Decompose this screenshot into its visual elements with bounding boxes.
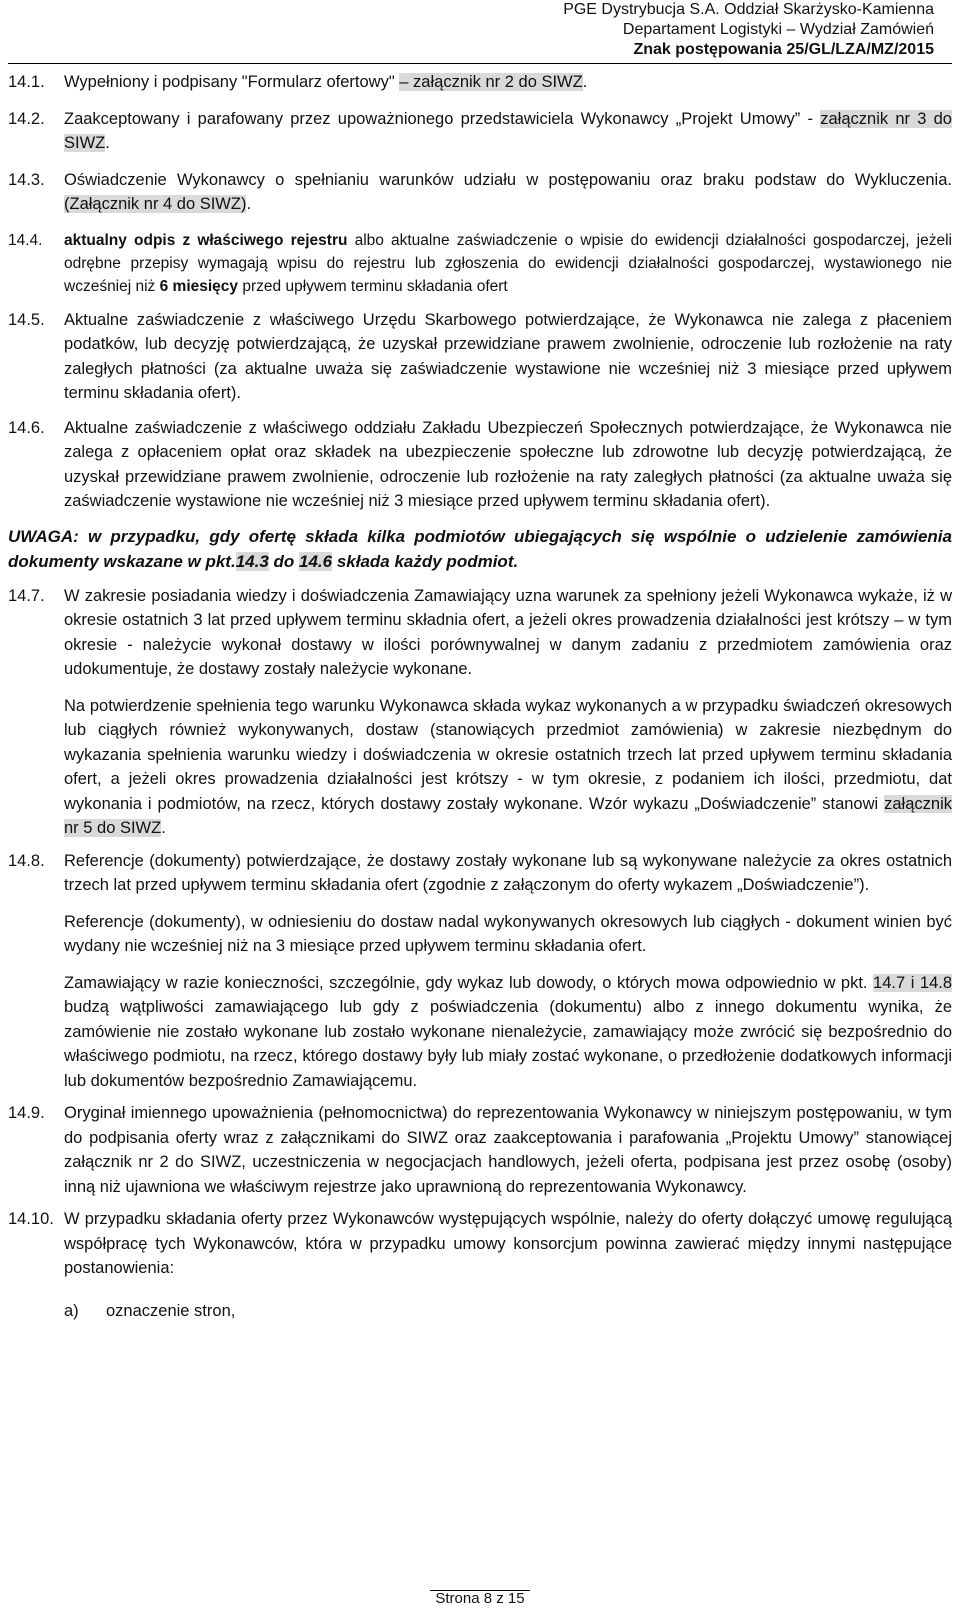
text-run: albo aktualne zaświadczenie o wpisie do ewidencji działalności gospodarczej, jeżeli odrębne przepisy wymagają wpisu do rejestru lub zgłoszenia do ewidencji działalności gospodarczej, wystawionego nie wcześniej niż: [64, 231, 952, 295]
item-text: [64, 70, 952, 95]
item-text: W przypadku składania oferty przez Wykonawców występujących wspólnie, należy do oferty dołączyć umowę regulującą współpracę tych Wykonawców, która w przypadku umowy konsorcjum powinna zawierać między innymi następujące postanowienia:: [64, 1210, 952, 1277]
item-number: 14.10.: [8, 1210, 54, 1228]
text-run: Zamawiający w razie konieczności, szczególnie, gdy wykaz lub dowody, o których mowa odpowiednio w pkt.: [64, 973, 874, 992]
page-header: [563, 0, 934, 60]
item-14-9: [8, 1101, 952, 1199]
item-14-8-paragraph-3: [64, 971, 952, 1094]
text-run: Oświadczenie Wykonawcy o spełnianiu warunków udziału w postępowaniu oraz braku podstaw do Wykluczenia.: [64, 170, 952, 189]
item-ref: 14.3: [235, 551, 269, 571]
item-14-1: [8, 70, 952, 95]
item-number: 14.8.: [8, 851, 45, 870]
text-run: .: [582, 73, 588, 91]
text-run: Wypełniony i podpisany "Formularz ofertowy": [64, 73, 400, 91]
text-run: .: [161, 819, 166, 837]
item-number: 14.7.: [8, 586, 45, 605]
item-number: 14.3.: [8, 170, 45, 189]
header-department: Departament Logistyki – Wydział Zamówień: [622, 21, 934, 38]
text-run: Na potwierdzenie spełnienia tego warunku Wykonawca składa wykaz wykonanych a w przypadku świadczeń okresowych lub ciągłych również wykonywanych, dostaw (stanowiących przedmiot zamówienia) w zakresie niezbędnym do wykazania spełnienia warunku wiedzy i doświadczenia w okresie ostatnich trzech lat przed upływem terminu składania ofert, a jeżeli okres prowadzenia działalności jest krótszy - w tym okresie, z podaniem ich ilości, przedmiotu, dat wykonania i podmiotów, na rzecz, których dostawy zostały wykonane. Wzór wykazu „Doświadczenie” stanowi: [64, 696, 952, 813]
sub-item-text: oznaczenie stron,: [106, 1301, 236, 1320]
attachment-ref: – załącznik nr 2 do SIWZ: [399, 73, 583, 91]
text-run: .: [105, 134, 110, 152]
item-text: [64, 168, 952, 217]
text-run: .: [246, 195, 252, 213]
item-number: 14.1.: [8, 73, 45, 91]
text-bold: aktualny odpis z właściwego rejestru: [64, 231, 348, 249]
item-number: 14.5.: [8, 310, 45, 329]
item-text: W zakresie posiadania wiedzy i doświadczenia Zamawiający uzna warunek za spełniony jeżeli Wykonawca wykaże, iż w okresie ostatnich 3 lat przed upływem terminu składnia ofert, a jeżeli okres prowadzenia działalności jest krótszy – w tym okresie - należycie wykonał dostawy w ilości porównywalnej w danym zadaniu z przedmiotem zamówienia oraz udokumentuje, że dostawy zostały należycie wykonane.: [64, 586, 952, 678]
text-run: UWAGA: w przypadku, gdy ofertę składa kilka podmiotów ubiegających się wspólnie o udzielenie zamówienia dokumenty wskazane w pkt.: [8, 526, 952, 571]
header-case-number: Znak postępowania 25/GL/LZA/MZ/2015: [633, 41, 934, 58]
header-rule: [8, 63, 952, 64]
text-run: składa każdy podmiot.: [332, 551, 519, 571]
item-text: Oryginał imiennego upoważnienia (pełnomocnictwa) do reprezentowania Wykonawcy w niniejszym postępowaniu, w tym do podpisania oferty wraz z załącznikami do SIWZ oraz zaakceptowania i parafowania „Projektu Umowy” stanowiącej załącznik nr 2 do SIWZ, uczestniczenia w negocjacjach handlowych, jeżeli oferta, podpisana jest przez osobę (osoby) inną niż ujawniona we właściwym rejestrze jako uprawnioną do reprezentowania Wykonawcy.: [64, 1104, 952, 1196]
document-body: [8, 70, 952, 1323]
item-number: 14.9.: [8, 1104, 45, 1122]
note-uwaga: [8, 524, 952, 574]
item-14-4: [8, 229, 952, 298]
item-14-7: [8, 584, 952, 682]
attachment-ref: załącznik nr 3 do SIWZ: [64, 109, 952, 152]
item-ref: 14.6: [299, 551, 333, 571]
item-14-2: [8, 107, 952, 156]
text-run: Zaakceptowany i parafowany przez upoważnionego przedstawiciela Wykonawcy „Projekt Umowy” -: [64, 109, 821, 128]
item-number: 14.6.: [8, 418, 45, 437]
attachment-ref: załącznik nr 5 do SIWZ: [64, 794, 952, 837]
item-text: Referencje (dokumenty) potwierdzające, że dostawy zostały wykonane lub są wykonywane należycie za okres ostatnich trzech lat przed upływem terminu składania ofert (zgodnie z załączonym do oferty wykazem „Doświadczenie”).: [64, 851, 952, 894]
item-14-3: [8, 168, 952, 217]
text-run: budzą wątpliwości zamawiającego lub gdy z poświadczenia (dokumentu) albo z innego dokumentu wynika, że zamówienie nie zostało wykonane lub zostało wykonane nienależycie, zamawiający może zwrócić się bezpośrednio do właściwego podmiotu, na rzecz, którego dostawy były lub miały zostać wykonane, o przedłożenie dodatkowych informacji lub dokumentów bezpośrednio Zamawiającemu.: [64, 998, 952, 1090]
item-text: Aktualne zaświadczenie z właściwego Urzędu Skarbowego potwierdzające, że Wykonawca nie zalega z płaceniem podatków, lub decyzję potwierdzającą, że uzyskał przewidziane prawem zwolnienie, odroczenie lub rozłożenie na raty zaległych płatności (za aktualne uważa się zaświadczenie wystawione nie wcześniej niż 3 miesiące przed upływem terminu składania ofert).: [64, 310, 952, 402]
item-number: 14.4.: [8, 231, 43, 249]
item-text: Aktualne zaświadczenie z właściwego oddziału Zakładu Ubezpieczeń Społecznych potwierdzające, że Wykonawca nie zalega z opłaceniem opłat oraz składek na ubezpieczenie społeczne lub zdrowotne lub decyzję potwierdzającą, że uzyskał przewidziane prawem zwolnienie, odroczenie lub rozłożenie na raty zaległych płatności (za aktualne uważa się zaświadczenie wystawione nie wcześniej niż 3 miesiące przed upływem terminu składania ofert).: [64, 418, 952, 510]
item-number: 14.2.: [8, 109, 45, 128]
item-14-10: [8, 1207, 952, 1281]
sub-item-letter: a): [64, 1301, 79, 1320]
attachment-ref: (Załącznik nr 4 do SIWZ): [64, 195, 247, 213]
item-14-8-paragraph-2: Referencje (dokumenty), w odniesieniu do dostaw nadal wykonywanych okresowych lub ciągłych - dokument winien być wydany nie wcześniej niż na 3 miesiące przed upływem terminu składania ofert.: [64, 912, 952, 955]
sub-item-a: [64, 1299, 952, 1324]
header-company: PGE Dystrybucja S.A. Oddział Skarżysko-Kamienna: [563, 1, 934, 18]
item-14-7-paragraph-2: [64, 694, 952, 841]
item-text: [64, 107, 952, 156]
item-14-5: [8, 308, 952, 406]
item-text: [64, 229, 952, 298]
text-run: przed upływem terminu składania ofert: [238, 277, 508, 295]
text-bold: 6 miesięcy: [159, 277, 239, 295]
page-footer: Strona 8 z 15: [435, 1590, 525, 1607]
item-14-8: [8, 849, 952, 898]
item-14-6: [8, 416, 952, 514]
item-ref: 14.7 i 14.8: [873, 973, 953, 992]
text-run: do: [268, 551, 299, 571]
